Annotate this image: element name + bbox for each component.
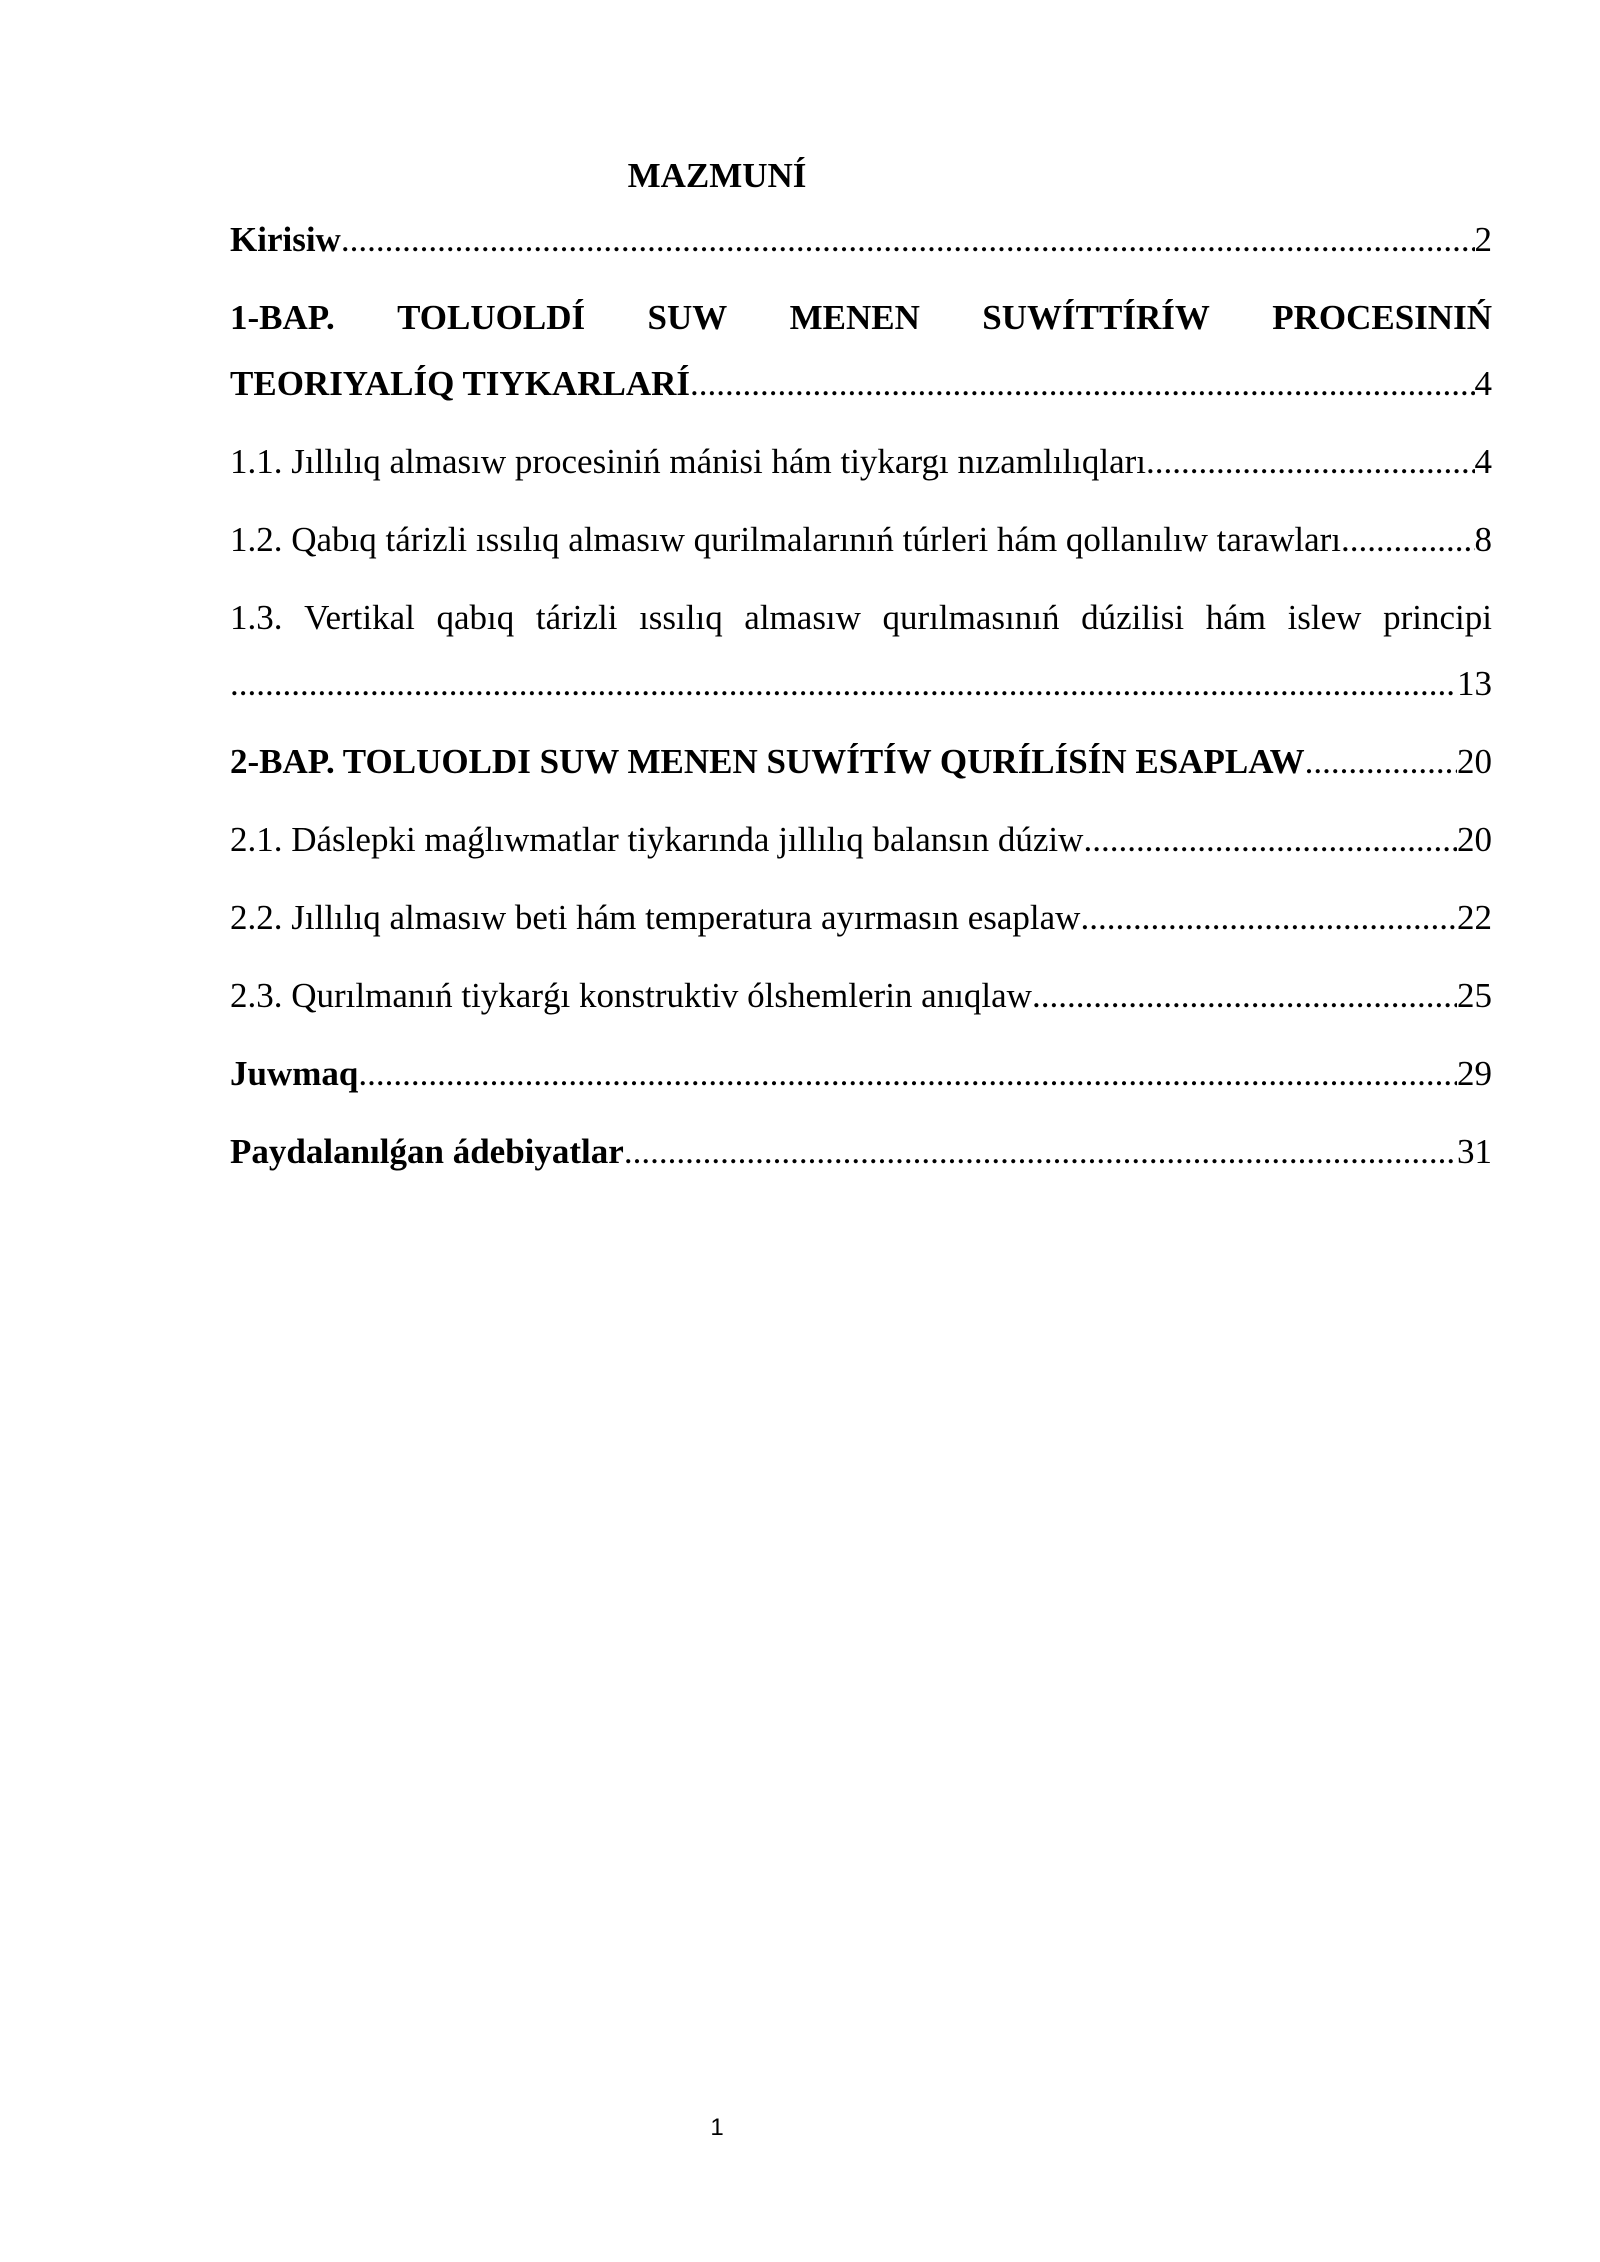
toc-entry-1-3[interactable] <box>230 594 1492 708</box>
toc-word: 1.3. <box>230 598 283 637</box>
toc-word: islew <box>1287 598 1362 637</box>
toc-word: tárizli <box>535 598 618 637</box>
toc-entry-page: 25 <box>1457 976 1492 1015</box>
toc-word: ıssılıq <box>639 598 723 637</box>
dot-leader <box>624 1128 1457 1176</box>
toc-entry-label: 1.2. Qabıq tárizli ıssılıq almasıw qurilmalarınıń túrleri hám qollanılıw tarawları <box>230 520 1341 559</box>
dot-leader <box>1080 894 1457 942</box>
dot-leader <box>1341 516 1475 564</box>
toc-entry-label-line1 <box>230 294 1492 342</box>
toc-entry-label: 2.3. Qurılmanıń tiykarǵı konstruktiv ólshemlerin anıqlaw <box>230 976 1032 1015</box>
toc-entry-label: 2-BAP. TOLUOLDI SUW MENEN SUWÍTÍW QURÍLÍSÍN ESAPLAW <box>230 742 1305 781</box>
dot-leader <box>1305 738 1457 786</box>
toc-entry-page: 4 <box>1474 364 1492 403</box>
dot-leader <box>1083 816 1457 864</box>
toc-entry-2-1[interactable] <box>230 816 1492 864</box>
dot-leader <box>690 360 1475 408</box>
dot-leader <box>230 660 1457 708</box>
page-number: 1 <box>710 2114 724 2141</box>
toc-word: qurılmasınıń <box>882 598 1060 637</box>
toc-entry-page: 31 <box>1457 1132 1492 1171</box>
toc-entry-label: Kirisiw <box>230 220 341 259</box>
toc-word: SUWÍTTÍRÍW <box>982 298 1210 337</box>
toc-entry-2-2[interactable] <box>230 894 1492 942</box>
toc-entry-label: 2.2. Jıllılıq almasıw beti hám temperatura ayırmasın esaplaw <box>230 898 1081 937</box>
toc-word: almasıw <box>744 598 861 637</box>
toc-entry-2-3[interactable] <box>230 972 1492 1020</box>
toc-entry-label: 1.1. Jıllılıq almasıw procesiniń mánisi hám tiykargı nızamlılıqları <box>230 442 1147 481</box>
dot-leader <box>1032 972 1457 1020</box>
toc-entry-introduction[interactable] <box>230 216 1492 264</box>
toc-entry-page: 22 <box>1457 898 1492 937</box>
toc-entry-label: 2.1. Dáslepki maǵlıwmatlar tiykarında jıllılıq balansın dúziw <box>230 820 1084 859</box>
toc-word: principi <box>1383 598 1492 637</box>
toc-entry-label-line1 <box>230 594 1492 642</box>
toc-entry-chapter-2[interactable] <box>230 738 1492 786</box>
toc-word: hám <box>1205 598 1266 637</box>
toc-entry-page: 2 <box>1474 220 1492 259</box>
toc-word: qabıq <box>436 598 515 637</box>
toc-entry-page: 8 <box>1474 520 1492 559</box>
toc-entry-page: 20 <box>1457 820 1492 859</box>
toc-entry-page: 29 <box>1457 1054 1492 1093</box>
toc-word: SUW <box>647 298 728 337</box>
toc-entry-conclusion[interactable] <box>230 1050 1492 1098</box>
toc-entry-label: Juwmaq <box>230 1054 359 1093</box>
toc-word: Vertikal <box>304 598 415 637</box>
toc-entry-label: Paydalanılǵan ádebiyatlar <box>230 1132 624 1171</box>
toc-entry-1-1[interactable] <box>230 438 1492 486</box>
toc-entry-page: 13 <box>1457 664 1492 703</box>
toc-entry-chapter-1[interactable] <box>230 294 1492 408</box>
toc-entry-1-2[interactable] <box>230 516 1492 564</box>
toc-title: MAZMUNÍ <box>627 156 807 195</box>
toc-entry-references[interactable] <box>230 1128 1492 1176</box>
toc-word: dúzilisi <box>1081 598 1185 637</box>
toc-word: PROCESINIŃ <box>1272 298 1492 337</box>
dot-leader <box>341 216 1475 264</box>
toc-entry-page: 4 <box>1474 442 1492 481</box>
toc-word: TOLUOLDÍ <box>397 298 586 337</box>
toc-entry-page: 20 <box>1457 742 1492 781</box>
toc-word: MENEN <box>789 298 920 337</box>
toc-word: 1-BAP. <box>230 298 335 337</box>
dot-leader <box>1146 438 1474 486</box>
dot-leader <box>358 1050 1457 1098</box>
toc-entry-label: TEORIYALÍQ TIYKARLARÍ <box>230 364 690 403</box>
